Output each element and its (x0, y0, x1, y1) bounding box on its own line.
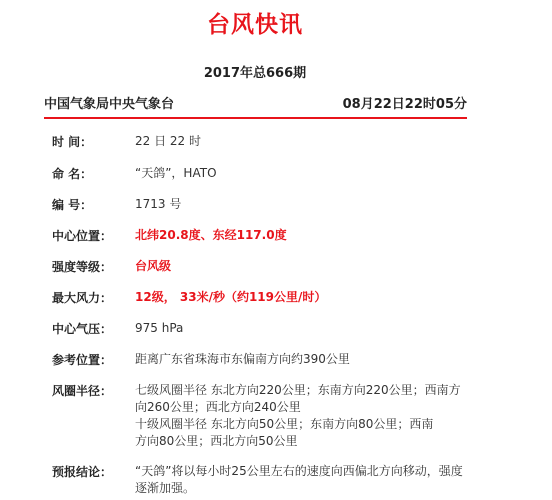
forecast-line: 逐渐加强。 (135, 481, 196, 495)
field-value: 台风级 (135, 259, 172, 273)
issuing-organization: 中国气象局中央气象台 (44, 97, 175, 112)
wind-radius-line: 方向80公里；西北方向50公里 (135, 434, 298, 448)
wind-radius-line: 向260公里；西北方向240公里 (135, 400, 301, 414)
header-divider (44, 117, 467, 119)
field-label: 强度等级： (52, 260, 113, 274)
wind-radius-line: 七级风圈半径 东北方向220公里；东南方向220公里；西南方 (135, 383, 461, 397)
field-label: 中心气压： (52, 322, 113, 336)
header-bar (44, 93, 467, 113)
field-value: 975 hPa (135, 321, 184, 335)
field-label: 中心位置： (52, 229, 113, 243)
field-label: 编 号： (52, 198, 93, 212)
issue-time: 08月22日22时05分 (342, 97, 467, 112)
field-value: 北纬20.8度、东经117.0度 (135, 228, 287, 242)
wind-radius-line: 十级风圈半径 东北方向50公里；东南方向80公里；西南 (135, 417, 434, 431)
field-label: 风圈半径： (52, 384, 113, 398)
field-value: 12级， 33米/秒（约119公里/时） (135, 290, 327, 304)
field-value: 距离广东省珠海市东偏南方向约390公里 (135, 352, 350, 366)
field-value: “天鸽”，HATO (135, 166, 217, 180)
field-label: 时 间： (52, 135, 93, 149)
field-label: 预报结论： (52, 465, 113, 479)
field-label: 命 名： (52, 167, 93, 181)
field-value (135, 463, 513, 497)
field-value: 22 日 22 时 (135, 134, 201, 148)
field-label: 参考位置： (52, 353, 113, 367)
field-value (135, 382, 513, 450)
field-value: 1713 号 (135, 197, 182, 211)
bulletin-title: 台风快讯 (207, 12, 303, 38)
forecast-line: “天鸽”将以每小时25公里左右的速度向西偏北方向移动，强度 (135, 464, 463, 478)
issue-number: 2017年总666期 (203, 66, 307, 81)
field-label: 最大风力： (52, 291, 113, 305)
